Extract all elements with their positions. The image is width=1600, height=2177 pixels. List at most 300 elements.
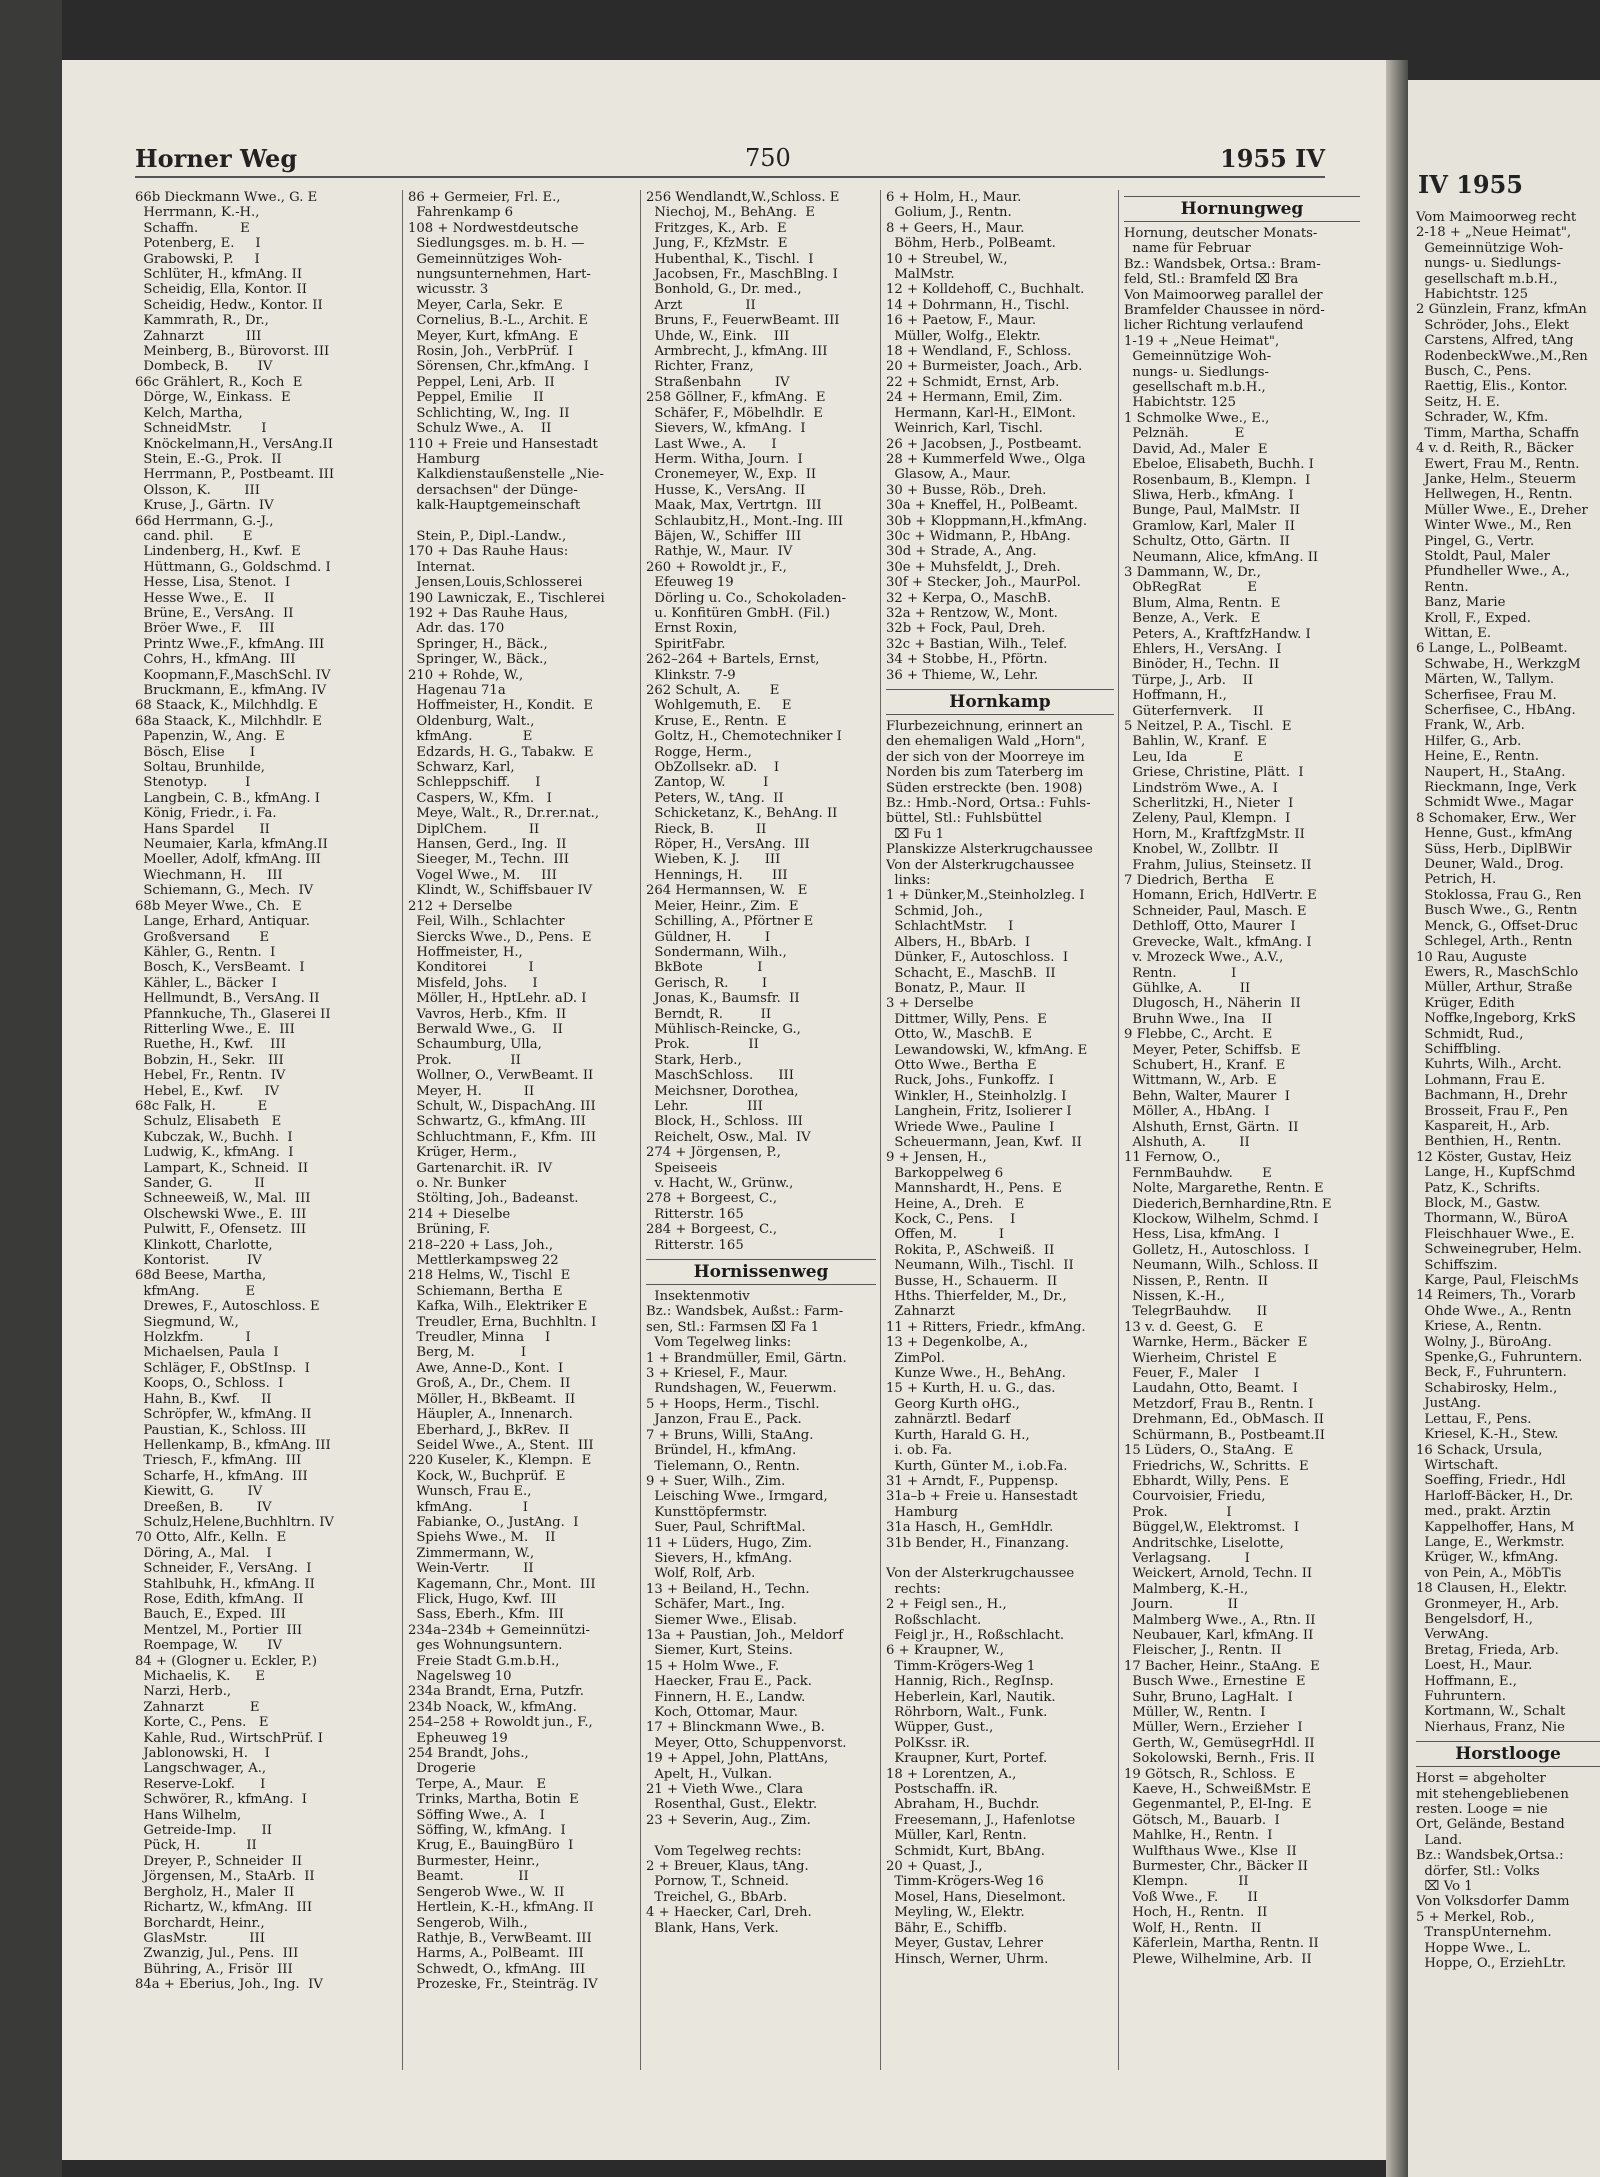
directory-entry: Finnern, H. E., Landw. (646, 1689, 806, 1705)
directory-entry: Sievers, H., kfmAng. (646, 1550, 793, 1566)
directory-entry: 24 + Hermann, Emil, Zim. (886, 390, 1063, 406)
directory-entry: gesellschaft m.b.H., (1416, 271, 1558, 287)
directory-entry: Nagelsweg 10 (408, 1669, 512, 1684)
directory-entry: 30d + Strade, A., Ang. (886, 544, 1037, 560)
directory-entry: 1-19 + „Neue Heimat", (1124, 333, 1280, 349)
directory-entry: Dombeck, B. IV (135, 359, 273, 375)
directory-entry: Ruck, Johs., Funkoffz. I (886, 1073, 1054, 1089)
directory-entry: Gerisch, R. I (646, 975, 768, 991)
directory-entry: Drehmann, Ed., ObMasch. II (1124, 1412, 1325, 1428)
directory-entry: Malmberg, K.-H., (1124, 1581, 1249, 1597)
directory-entry: Bühring, A., Frisör III (135, 1961, 293, 1977)
directory-entry: ges Wohnungsuntern. (408, 1638, 563, 1654)
directory-entry: Blank, Hans, Verk. (646, 1920, 779, 1936)
directory-entry: Ebhardt, Willy, Pens. E (1124, 1473, 1289, 1489)
directory-entry: Moeller, Adolf, kfmAng. III (135, 852, 321, 868)
directory-entry: Hamburg (886, 1504, 958, 1520)
directory-entry: 30e + Muhsfeldt, J., Dreh. (886, 559, 1061, 575)
directory-entry: Feigl jr., H., Roßschlacht. (886, 1627, 1065, 1643)
directory-entry: Habichtstr. 125 (1124, 395, 1237, 411)
directory-entry: Von der Alsterkrugchaussee (886, 857, 1075, 873)
directory-entry: 6 + Kraupner, W., (886, 1643, 1004, 1659)
directory-entry: 28 + Kummerfeld Wwe., Olga (886, 451, 1086, 467)
directory-entry: Zimmermann, W., (408, 1545, 535, 1561)
directory-entry: Rundshagen, W., Feuerwm. (646, 1381, 837, 1397)
directory-entry: Meye, Walt., R., Dr.rer.nat., (408, 806, 600, 822)
directory-entry: 13a + Paustian, Joh., Meldorf (646, 1627, 844, 1643)
directory-entry (408, 514, 636, 529)
directory-entry: Caspers, W., Kfm. I (408, 790, 552, 806)
directory-entry: Stenotyp. I (135, 775, 251, 791)
directory-entry: Döring, A., Mal. I (135, 1545, 272, 1561)
directory-entry: Schürmann, B., Postbeamt.II (1124, 1427, 1325, 1443)
directory-entry: Karge, Paul, FleischMs (1416, 1273, 1579, 1289)
directory-entry: Schacht, E., MaschB. II (886, 965, 1056, 981)
directory-entry: Rokita, P., ASchweiß. II (886, 1242, 1055, 1258)
directory-entry: Schwörer, R., kfmAng. I (135, 1792, 307, 1808)
directory-entry: Bösch, Elise I (135, 744, 256, 760)
directory-entry: rechts: (886, 1581, 941, 1597)
directory-entry: Hannig, Rich., RegInsp. (886, 1674, 1054, 1690)
directory-entry: Fabianke, O., JustAng. I (408, 1514, 579, 1530)
street-range-title: Horner Weg (135, 144, 298, 173)
directory-entry: Trinks, Martha, Botin E (408, 1792, 579, 1808)
directory-entry: Henne, Gust., kfmAng (1416, 826, 1573, 842)
directory-entry: Bretag, Frieda, Arb. (1416, 1642, 1559, 1658)
directory-entry: Springer, H., Bäck., (408, 636, 548, 652)
directory-entry: Hellenkamp, B., kfmAng. III (135, 1437, 331, 1453)
directory-entry: 12 + Kolldehoff, C., Buchhalt. (886, 282, 1085, 298)
directory-entry: Sliwa, Herb., kfmAng. I (1124, 487, 1294, 503)
directory-entry: Getreide-Imp. II (135, 1823, 272, 1839)
directory-entry: 14 + Dohrmann, H., Tischl. (886, 297, 1070, 313)
directory-entry: Gerth, W., GemüsegrHdl. II (1124, 1735, 1315, 1751)
directory-entry: Deuner, Wald., Drog. (1416, 857, 1564, 873)
directory-entry: 66c Grählert, R., Koch E (135, 374, 303, 390)
directory-entry: Schröder, Johs., Elekt (1416, 317, 1570, 333)
directory-entry: Berg, M. I (408, 1345, 527, 1361)
directory-entry: Sengerob Wwe., W. II (408, 1884, 565, 1900)
directory-entry: SpiritFabr. (646, 636, 726, 652)
directory-entry: 254–258 + Rowoldt jun., F., (408, 1715, 593, 1731)
directory-entry: Frahm, Julius, Steinsetz. II (1124, 857, 1312, 873)
directory-entry: 17 + Blinckmann Wwe., B. (646, 1720, 825, 1736)
column-rule (640, 190, 641, 2070)
directory-entry: 6 Lange, L., PolBeamt. (1416, 641, 1568, 657)
directory-column-2 (408, 190, 636, 2090)
directory-entry: Krug, E., BauingBüro I (408, 1838, 574, 1854)
directory-entry: VerwAng. (1416, 1627, 1489, 1643)
directory-entry: Gartenarchit. iR. IV (408, 1160, 553, 1176)
directory-entry: Flurbezeichnung, erinnert an (886, 719, 1083, 734)
directory-entry: Wollner, O., VerwBeamt. II (408, 1068, 594, 1084)
directory-entry: Hans Spardel II (135, 821, 270, 837)
facing-page-header: IV 1955 (1418, 170, 1523, 199)
directory-entry: Koch, Ottomar, Maur. (646, 1705, 798, 1720)
page-header (135, 140, 1325, 178)
directory-entry: DiplChem. II (408, 821, 540, 837)
directory-entry: Wirtschaft. (1416, 1457, 1499, 1473)
directory-entry: SchneidMstr. I (135, 421, 267, 437)
directory-entry: 4 + Haecker, Carl, Dreh. (646, 1905, 812, 1921)
directory-entry: Richter, Franz, (646, 359, 754, 375)
directory-entry: Kruse, E., Rentn. E (646, 713, 787, 729)
directory-entry: 31b Bender, H., Finanzang. (886, 1535, 1070, 1551)
directory-entry: Koopmann,F.,MaschSchl. IV (135, 667, 331, 683)
directory-entry: Hoffmann, H., (1124, 688, 1227, 704)
directory-entry: 11 + Ritters, Friedr., kfmAng. (886, 1319, 1086, 1335)
directory-entry: Kruse, J., Gärtn. IV (135, 498, 274, 514)
directory-entry: Schicketanz, K., BehAng. II (646, 806, 838, 822)
directory-entry: Scheidig, Ella, Kontor. II (135, 282, 307, 298)
directory-entry: Banz, Marie (1416, 595, 1506, 611)
directory-entry: Schmidt, Kurt, BbAng. (886, 1843, 1045, 1859)
directory-entry: Borchardt, Heinr., (135, 1915, 265, 1931)
directory-entry: 1 + Brandmüller, Emil, Gärtn. (646, 1350, 847, 1366)
directory-entry: Treichel, G., BbArb. (646, 1889, 788, 1905)
directory-entry: Warnke, Herm., Bäcker E (1124, 1335, 1308, 1351)
directory-column-5 (1124, 190, 1360, 2090)
directory-entry: 84a + Eberius, Joh., Ing. IV (135, 1977, 323, 1993)
directory-entry: Pornow, T., Schneid. (646, 1874, 789, 1890)
directory-entry: Janzon, Frau E., Pack. (646, 1412, 802, 1428)
directory-column-3 (646, 190, 876, 2090)
directory-entry: Ort, Gelände, Bestand (1416, 1817, 1565, 1833)
directory-entry: Oldenburg, Walt., (408, 713, 535, 729)
directory-entry: Wulfthaus Wwe., Klse II (1124, 1843, 1297, 1859)
directory-entry: cand. phil. E (135, 528, 253, 544)
directory-entry: Kammrath, R., Dr., (135, 313, 269, 329)
directory-entry: Dlugosch, H., Näherin II (1124, 996, 1301, 1012)
directory-entry: Ritterstr. 165 (646, 1206, 744, 1222)
directory-entry: 22 + Schmidt, Ernst, Arb. (886, 374, 1060, 390)
directory-entry: Müller, W., Rentn. I (1124, 1705, 1266, 1720)
directory-entry: Schäfer, F., Möbelhdlr. E (646, 405, 823, 421)
street-section-heading: Hornkamp (886, 689, 1114, 715)
directory-entry: Hellwegen, H., Rentn. (1416, 487, 1573, 503)
directory-entry: FernmBauhdw. E (1124, 1165, 1272, 1181)
directory-entry: Roßschlacht. (886, 1612, 982, 1628)
directory-entry: Horst = abgeholter (1416, 1771, 1546, 1787)
directory-entry: Kriese, A., Rentn. (1416, 1319, 1542, 1335)
directory-entry: Lange, E., Werkmstr. (1416, 1534, 1565, 1550)
directory-entry: Türpe, J., Arb. II (1124, 672, 1254, 688)
directory-entry: 210 + Rohde, W., (408, 667, 524, 683)
directory-entry: 19 + Appel, John, PlattAns, (646, 1751, 829, 1767)
directory-entry: Meyer, Peter, Schiffsb. E (1124, 1042, 1301, 1058)
directory-entry: Insektenmotiv (646, 1289, 750, 1305)
directory-entry: Lohmann, Frau E. (1416, 1072, 1546, 1088)
directory-entry: Reserve-Lokf. I (135, 1776, 266, 1792)
directory-entry: Loest, H., Maur. (1416, 1658, 1533, 1674)
directory-entry: 278 + Borgeest, C., (646, 1191, 778, 1207)
directory-entry: Klinkstr. 7-9 (646, 667, 736, 683)
directory-entry: Sondermann, Wilh., (646, 944, 787, 960)
directory-entry: 70 Otto, Alfr., Kelln. E (135, 1530, 287, 1546)
directory-entry: Siemer Wwe., Elisab. (646, 1612, 797, 1628)
directory-entry: Peters, W., tAng. II (646, 790, 784, 806)
directory-entry: Von der Alsterkrugchaussee (886, 1566, 1075, 1582)
directory-entry: 15 + Kurth, H. u. G., das. (886, 1381, 1056, 1397)
directory-entry: Adr. das. 170 (408, 621, 505, 637)
directory-column-4 (886, 190, 1114, 2090)
directory-entry: dersachsen" der Dünge- (408, 482, 578, 498)
directory-entry: Hilfer, G., Arb. (1416, 733, 1522, 749)
directory-entry: Bengelsdorf, H., (1416, 1611, 1533, 1627)
directory-entry: Müller Wwe., E., Dreher (1416, 502, 1588, 518)
directory-entry: Uhde, W., Eink. III (646, 328, 790, 344)
directory-entry: Rentn. I (1124, 965, 1237, 981)
directory-entry: Kubczak, W., Buchh. I (135, 1129, 293, 1145)
directory-entry: Bähr, E., Schiffb. (886, 1920, 1008, 1936)
directory-entry: Neumann, Wilh., Schloss. II (1124, 1258, 1319, 1274)
directory-entry: Kiewitt, G. IV (135, 1484, 263, 1500)
directory-entry: Springer, W., Bäck., (408, 652, 548, 668)
directory-entry: Berwald Wwe., G. II (408, 1021, 563, 1037)
column-rule (402, 190, 403, 2070)
directory-entry: 7 + Bruns, Willi, StaAng. (646, 1427, 814, 1443)
directory-entry: 9 + Jensen, H., (886, 1150, 987, 1166)
directory-entry: Dörling u. Co., Schokoladen- (646, 590, 847, 606)
directory-entry: Petrich, H. (1416, 872, 1497, 888)
directory-entry: 6 + Holm, H., Maur. (886, 190, 1022, 205)
directory-entry: Dreyer, P., Schneider II (135, 1853, 303, 1869)
directory-entry: Schweinegruber, Helm. (1416, 1242, 1582, 1258)
directory-entry: feld, Stl.: Bramfeld ⌧ Bra (1124, 272, 1299, 288)
directory-entry: 5 Neitzel, P. A., Tischl. E (1124, 719, 1292, 734)
directory-entry: Schwartz, G., kfmAng. III (408, 1114, 586, 1130)
directory-entry: Schabirosky, Helm., (1416, 1380, 1558, 1396)
directory-entry: Horn, M., KraftfzgMstr. II (1124, 826, 1305, 842)
directory-entry: Potenberg, E. I (135, 236, 261, 252)
directory-entry: Peters, A., KraftfzHandw. I (1124, 626, 1311, 642)
directory-entry: Bauch, E., Exped. III (135, 1607, 286, 1623)
directory-entry: 66b Dieckmann Wwe., G. E (135, 190, 318, 205)
directory-entry: Neumann, Alice, kfmAng. II (1124, 549, 1319, 565)
directory-entry: BkBote I (646, 960, 763, 976)
directory-entry: TranspUnternehm. (1416, 1925, 1552, 1941)
directory-entry: 1 Schmolke Wwe., E., (1124, 410, 1270, 426)
directory-entry: Stark, Herb., (646, 1052, 742, 1068)
directory-entry: Röhrborn, Walt., Funk. (886, 1705, 1048, 1720)
directory-entry: Ewert, Frau M., Rentn. (1416, 456, 1580, 472)
directory-entry: Zahnarzt III (135, 328, 262, 344)
directory-entry: Goltz, H., Chemotechniker I (646, 729, 842, 745)
directory-entry: Stoldt, Paul, Maler (1416, 548, 1550, 564)
directory-entry: Ewers, R., MaschSchlo (1416, 964, 1579, 980)
directory-entry: Sander, G. II (135, 1176, 265, 1191)
directory-entry: Kalkdienstaußenstelle „Nie- (408, 467, 604, 483)
directory-entry: ZimPol. (886, 1350, 945, 1366)
directory-entry: Alshuth, A. II (1124, 1134, 1250, 1150)
directory-entry: Nolte, Margarethe, Rentn. E (1124, 1181, 1324, 1197)
directory-entry: Schilling, A., Pförtner E (646, 914, 814, 930)
directory-entry: Krüger, W., kfmAng. (1416, 1550, 1559, 1566)
directory-entry: 2-18 + „Neue Heimat", (1416, 225, 1572, 241)
directory-entry: Neumaier, Karla, kfmAng.II (135, 837, 328, 853)
directory-entry: Söffing, W., kfmAng. I (408, 1823, 566, 1839)
directory-entry: Harloff-Bäcker, H., Dr. (1416, 1488, 1574, 1504)
page-number: 750 (745, 144, 791, 172)
directory-entry: Arzt II (646, 297, 756, 313)
directory-entry: Schwabe, H., WerkzgM (1416, 656, 1581, 672)
directory-entry: Hellmundt, B., VersAng. II (135, 991, 320, 1007)
directory-entry: Gronmeyer, H., Arb. (1416, 1596, 1559, 1612)
directory-entry: Terpe, A., Maur. E (408, 1776, 547, 1792)
directory-entry: Hermann, Karl-H., ElMont. (886, 405, 1076, 421)
directory-entry: 18 + Wendland, F., Schloss. (886, 344, 1072, 360)
directory-entry: 218 Helms, W., Tischl E (408, 1268, 571, 1284)
directory-entry: Pelznäh. E (1124, 426, 1245, 442)
directory-entry: Busse, H., Schauerm. II (886, 1273, 1058, 1289)
directory-entry: Müller, Wolfg., Elektr. (886, 328, 1041, 344)
directory-entry: 86 + Germeier, Frl. E., (408, 190, 561, 205)
directory-entry: Noffke,Ingeborg, KrkS (1416, 1011, 1576, 1027)
directory-entry: Schmidt, Rud., (1416, 1026, 1524, 1042)
directory-entry: Kraupner, Kurt, Portef. (886, 1751, 1048, 1767)
directory-entry: Häupler, A., Innenarch. (408, 1407, 573, 1423)
directory-entry: 2 Günzlein, Franz, kfmAn (1416, 302, 1587, 318)
directory-entry: Heine, A., Dreh. E (886, 1196, 1025, 1212)
directory-entry: 8 + Geers, H., Maur. (886, 220, 1025, 236)
street-section-heading: Hornungweg (1124, 196, 1360, 222)
directory-entry: Wolf, Rolf, Arb. (646, 1566, 756, 1582)
directory-entry: Von Maimoorweg parallel der (1124, 287, 1323, 303)
directory-entry: Naupert, H., StaAng. (1416, 764, 1566, 780)
directory-entry: Bröer Wwe., F. III (135, 621, 275, 637)
directory-entry: Ruethe, H., Kwf. III (135, 1037, 286, 1053)
directory-entry: 4 v. d. Reith, R., Bäcker (1416, 441, 1574, 457)
directory-entry: Lange, H., KupfSchmd (1416, 1165, 1576, 1181)
directory-entry: Laudahn, Otto, Beamt. I (1124, 1381, 1298, 1397)
directory-entry: Wüpper, Gust., (886, 1720, 994, 1736)
directory-entry: Holzkfm. I (135, 1330, 251, 1346)
directory-entry: David, Ad., Maler E (1124, 441, 1268, 457)
directory-entry: Gramlow, Karl, Maler II (1124, 518, 1295, 534)
directory-entry: 234a–234b + Gemeinnützi- (408, 1622, 590, 1638)
directory-entry: Kurth, Günter M., i.ob.Fa. (886, 1458, 1068, 1474)
directory-entry: Diederich,Bernhardine,Rtn. E (1124, 1196, 1332, 1212)
directory-entry: Bahlin, W., Kranf. E (1124, 734, 1267, 750)
directory-entry: 262 Schult, A. E (646, 683, 780, 698)
directory-entry: Süden erstreckte (ben. 1908) (886, 780, 1083, 796)
directory-entry: Busch Wwe., G., Rentn (1416, 903, 1578, 919)
directory-entry: 30 + Busse, Röb., Dreh. (886, 482, 1047, 498)
directory-entry: Postschaffn. iR. (886, 1782, 998, 1798)
directory-entry: Eberhard, J., BkRev. II (408, 1422, 570, 1438)
directory-entry: Möller, A., HbAng. I (1124, 1104, 1270, 1120)
directory-entry: 11 Fernow, O., (1124, 1150, 1221, 1166)
directory-entry: Klinkott, Charlotte, (135, 1237, 273, 1253)
directory-entry: Spiehs Wwe., M. II (408, 1530, 556, 1546)
directory-entry: Rathje, B., VerwBeamt. III (408, 1930, 592, 1946)
directory-entry: Thormann, W., BüroA (1416, 1211, 1568, 1227)
directory-entry: Meinberg, B., Bürovorst. III (135, 344, 330, 360)
column-rule (880, 190, 881, 2070)
directory-entry: Richartz, W., kfmAng. III (135, 1900, 313, 1916)
column-rule (1118, 190, 1119, 2070)
directory-entry: Rose, Edith, kfmAng. II (135, 1591, 304, 1607)
directory-entry: Neubauer, Karl, kfmAng. II (1124, 1627, 1314, 1643)
directory-entry: Leisching Wwe., Irmgard, (646, 1489, 828, 1505)
directory-entry: 258 Göllner, F., kfmAng. E (646, 390, 826, 406)
directory-entry: Klindt, W., Schiffsbauer IV (408, 883, 593, 899)
directory-entry: Schaffn. E (135, 220, 250, 236)
directory-entry: Cohrs, H., kfmAng. III (135, 652, 296, 668)
directory-entry: 264 Hermannsen, W. E (646, 883, 808, 899)
directory-entry: Freie Stadt G.m.b.H., (408, 1653, 560, 1669)
directory-entry: 2 + Breuer, Klaus, tAng. (646, 1859, 809, 1875)
directory-entry: Olschewski Wwe., E. III (135, 1206, 307, 1222)
directory-entry: Rosenthal, Gust., Elektr. (646, 1797, 818, 1813)
directory-entry: Langbein, C. B., kfmAng. I (135, 790, 320, 806)
directory-entry: 234a Brandt, Erna, Putzfr. (408, 1684, 584, 1700)
directory-entry: Zahnarzt E (135, 1699, 260, 1715)
directory-entry: der sich von der Moorreye im (886, 749, 1085, 765)
directory-entry: Schaumburg, Ulla, (408, 1037, 542, 1053)
directory-entry: Schiffbling. (1416, 1041, 1501, 1057)
directory-entry: Hans Wilhelm, (135, 1807, 242, 1823)
street-section-heading: Hornissenweg (646, 1259, 876, 1285)
directory-entry: Binöder, H., Techn. II (1124, 657, 1280, 673)
directory-entry: name für Februar (1124, 241, 1251, 257)
directory-entry: Timm, Martha, Schaffn (1416, 425, 1580, 441)
directory-entry: Götsch, M., Bauarb. I (1124, 1812, 1280, 1828)
directory-entry: Beamt. II (408, 1869, 529, 1885)
directory-entry: Olsson, K. III (135, 482, 260, 498)
directory-entry: mit stehengebliebenen (1416, 1786, 1569, 1802)
directory-entry: Busch, C., Pens. (1416, 364, 1532, 380)
directory-entry: 10 + Streubel, W., (886, 251, 1008, 267)
directory-entry: Hertlein, K.-H., kfmAng. II (408, 1900, 594, 1916)
directory-entry: Husse, K., VersAng. II (646, 482, 806, 498)
directory-entry: Zeleny, Paul, Klempn. I (1124, 811, 1291, 827)
directory-entry: 12 Köster, Gustav, Heiz (1416, 1149, 1572, 1165)
directory-entry: Hesse, Lisa, Stenot. I (135, 575, 291, 591)
directory-entry: med., prakt. Ärztin (1416, 1504, 1551, 1520)
directory-entry: Offen, M. I (886, 1227, 1005, 1243)
directory-entry: 1 + Dünker,M.,Steinholzleg. I (886, 888, 1085, 904)
directory-entry: 5 + Merkel, Rob., (1416, 1909, 1535, 1925)
directory-entry: 7 Diedrich, Bertha E (1124, 873, 1275, 889)
directory-entry: 32b + Fock, Paul, Dreh. (886, 621, 1046, 637)
directory-entry: Ritterling Wwe., E. III (135, 1021, 295, 1037)
directory-entry: Misfeld, Johs. I (408, 975, 538, 991)
directory-entry: Straßenbahn IV (646, 374, 790, 390)
directory-entry: Grabowski, P. I (135, 251, 260, 267)
directory-entry: GlasMstr. III (135, 1930, 265, 1946)
directory-entry: Otto, W., MaschB. E (886, 1027, 1032, 1043)
directory-entry: Kagemann, Chr., Mont. III (408, 1576, 596, 1592)
directory-entry: Spenke,G., Fuhruntern. (1416, 1350, 1583, 1366)
directory-entry: Planskizze Alsterkrugchaussee (886, 842, 1093, 858)
directory-entry: Schwarz, Karl, (408, 760, 515, 776)
directory-entry: Behn, Walter, Maurer I (1124, 1088, 1290, 1104)
directory-entry: Kaeve, H., SchweißMstr. E (1124, 1782, 1312, 1798)
directory-entry: Roempage, W. IV (135, 1638, 283, 1654)
directory-entry: Andritschke, Liselotte, (1124, 1535, 1284, 1551)
directory-entry: Meyling, W., Elektr. (886, 1905, 1025, 1921)
directory-entry: Ehlers, H., VersAng. I (1124, 641, 1282, 657)
directory-entry: Bruhn Wwe., Ina II (1124, 1011, 1273, 1027)
directory-entry: Schulz, Elisabeth E (135, 1114, 282, 1130)
directory-entry: Vom Tegelweg links: (646, 1335, 792, 1351)
directory-entry: Schläger, F., ObStInsp. I (135, 1360, 310, 1376)
directory-entry: ⌧ Vo 1 (1416, 1879, 1473, 1895)
directory-entry: Awe, Anne-D., Kont. I (408, 1360, 564, 1376)
directory-entry: Herrmann, K.-H., (135, 205, 260, 221)
directory-entry: Kriesel, K.-H., Stew. (1416, 1427, 1559, 1443)
